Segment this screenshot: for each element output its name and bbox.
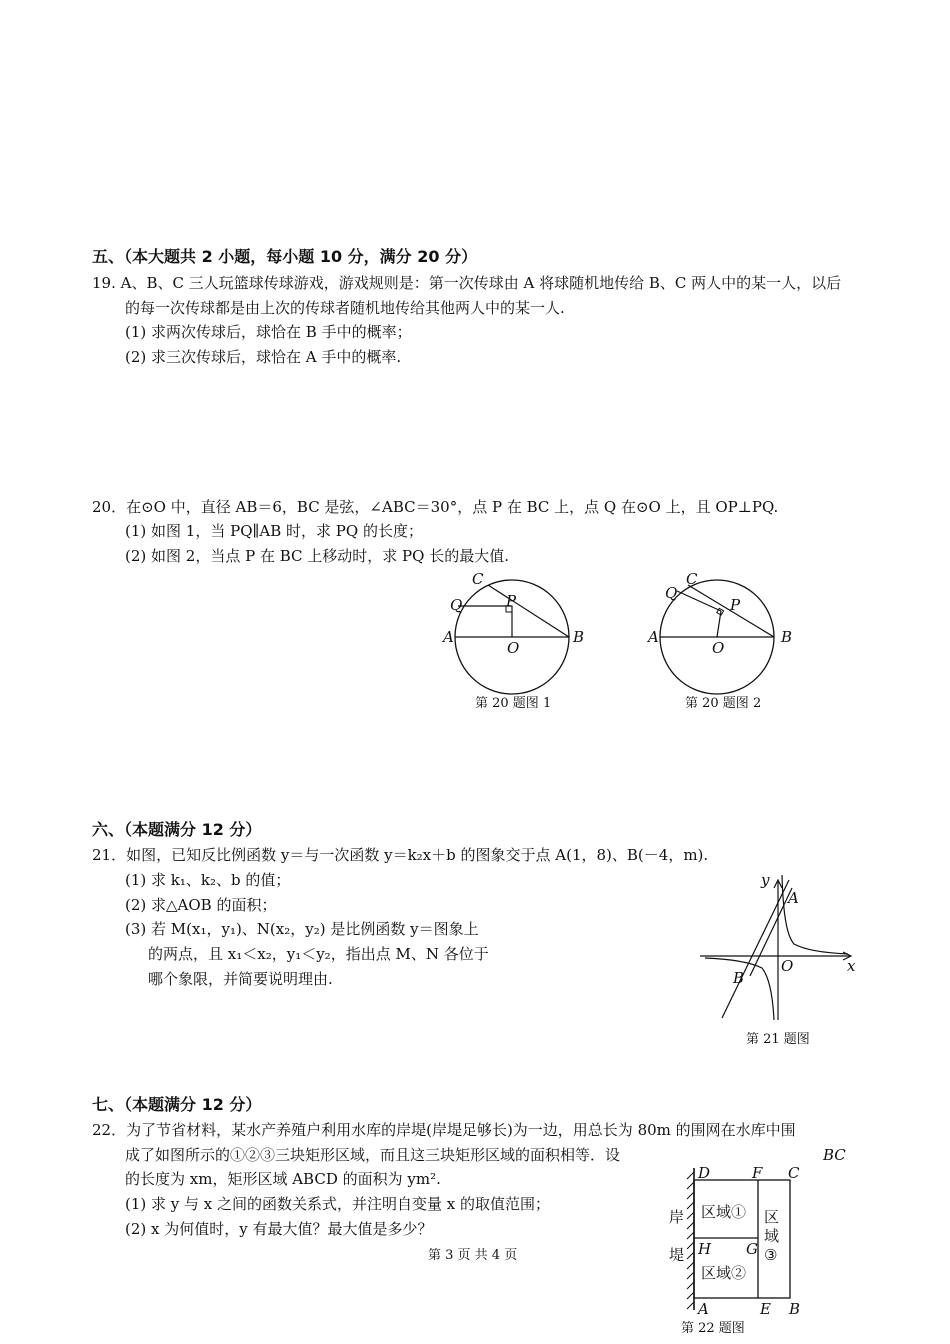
fig20-1-caption: 第 20 题图 1 xyxy=(475,696,552,711)
q21-part2: (2) 求△AOB 的面积； xyxy=(125,896,277,914)
q22-part2: (2) x 为何值时，y 有最大值？最大值是多少？ xyxy=(125,1220,433,1238)
fig20-1-label-q: Q xyxy=(450,596,463,614)
fig20-2-label-b: B xyxy=(781,628,793,646)
fig22-region3-a: 区 xyxy=(764,1208,780,1226)
section-6-heading: 六、（本题满分 12 分） xyxy=(92,820,262,839)
q21-part1: (1) 求 k₁、k₂、b 的值； xyxy=(125,871,291,889)
q19-line1: 19. A、B、C 三人玩篮球传球游戏，游戏规则是：第一次传球由 A 将球随机地传给 B、C 两人中的某一人，以后 xyxy=(92,274,842,292)
fig20-2-label-o: O xyxy=(712,639,725,657)
fig20-2-label-c: C xyxy=(686,570,698,588)
fig21-label-b: B xyxy=(733,969,745,987)
fig22-label-a: A xyxy=(698,1300,709,1318)
fig22-bank-1: 岸 xyxy=(669,1208,685,1226)
fig21-label-y: y xyxy=(761,871,770,889)
fig22-label-b: B xyxy=(789,1300,801,1318)
q22-line3: 的长度为 xm，矩形区域 ABCD 的面积为 ym². xyxy=(125,1170,441,1188)
fig22-region1: 区域① xyxy=(701,1203,747,1221)
q19-part2: (2) 求三次传球后，球恰在 A 手中的概率. xyxy=(125,348,402,366)
fig20-1-label-p: P xyxy=(506,592,517,610)
section-5-heading: 五、（本大题共 2 小题，每小题 10 分，满分 20 分） xyxy=(92,247,478,266)
fig21-caption: 第 21 题图 xyxy=(746,1032,810,1047)
q22-part1: (1) 求 y 与 x 之间的函数关系式，并注明自变量 x 的取值范围； xyxy=(125,1195,551,1213)
fig20-1-label-o: O xyxy=(507,639,520,657)
fig22-region3-c: ③ xyxy=(764,1246,778,1264)
fig21-graph xyxy=(690,870,860,1030)
fig22-region3-b: 域 xyxy=(764,1227,780,1245)
q22-line2: 成了如图所示的①②③三块矩形区域，而且这三块矩形区域的面积相等．设 xyxy=(125,1146,621,1164)
fig20-1-label-c: C xyxy=(472,570,484,588)
q22-line2-tail: BC xyxy=(823,1146,846,1164)
fig20-2-label-p: P xyxy=(730,596,741,614)
q21-part3a: (3) 若 M(x₁，y₁)、N(x₂，y₂) 是比例函数 y＝图象上 xyxy=(125,920,479,938)
fig20-2-caption: 第 20 题图 2 xyxy=(685,696,762,711)
q22-line1: 22．为了节省材料，某水产养殖户利用水库的岸堤(岸堤足够长)为一边，用总长为 80m 的围网在水库中围 xyxy=(92,1121,796,1139)
fig20-2-label-a: A xyxy=(648,628,659,646)
fig22-label-h: H xyxy=(698,1240,712,1258)
fig22-label-g: G xyxy=(746,1240,758,1258)
fig22-label-d: D xyxy=(698,1164,711,1182)
fig20-2-label-q: Q xyxy=(665,584,678,602)
q20-line1: 20．在⊙O 中，直径 AB＝6，BC 是弦，∠ABC＝30°，点 P 在 BC 上，点 Q 在⊙O 上，且 OP⊥PQ. xyxy=(92,498,779,516)
q19-line2: 的每一次传球都是由上次的传球者随机地传给其他两人中的某一人. xyxy=(125,299,565,317)
page-footer: 第 3 页 共 4 页 xyxy=(428,1248,518,1263)
fig20-1-label-b: B xyxy=(573,628,585,646)
q20-part1: (1) 如图 1，当 PQ∥AB 时，求 PQ 的长度； xyxy=(125,522,423,540)
fig22-label-e: E xyxy=(760,1300,771,1318)
fig21-label-x: x xyxy=(847,957,856,975)
q19-part1: (1) 求两次传球后，球恰在 B 手中的概率； xyxy=(125,323,412,341)
fig22-label-f: F xyxy=(752,1164,763,1182)
q20-part2: (2) 如图 2，当点 P 在 BC 上移动时，求 PQ 长的最大值. xyxy=(125,547,509,565)
q21-line1: 21．如图，已知反比例函数 y＝与一次函数 y＝k₂x＋b 的图象交于点 A(1，8)、B(－4，m). xyxy=(92,846,709,864)
fig21-label-o: O xyxy=(781,957,794,975)
q21-part3b: 的两点，且 x₁＜x₂，y₁＜y₂，指出点 M、N 各位于 xyxy=(148,945,489,963)
fig22-region2: 区域② xyxy=(701,1264,747,1282)
q21-part3c: 哪个象限，并简要说明理由. xyxy=(148,970,333,988)
fig22-bank-2: 堤 xyxy=(669,1246,685,1264)
fig20-1-label-a: A xyxy=(443,628,454,646)
fig22-label-c: C xyxy=(788,1164,800,1182)
fig21-label-a: A xyxy=(788,889,799,907)
section-7-heading: 七、（本题满分 12 分） xyxy=(92,1095,262,1114)
fig22-caption: 第 22 题图 xyxy=(681,1321,745,1336)
